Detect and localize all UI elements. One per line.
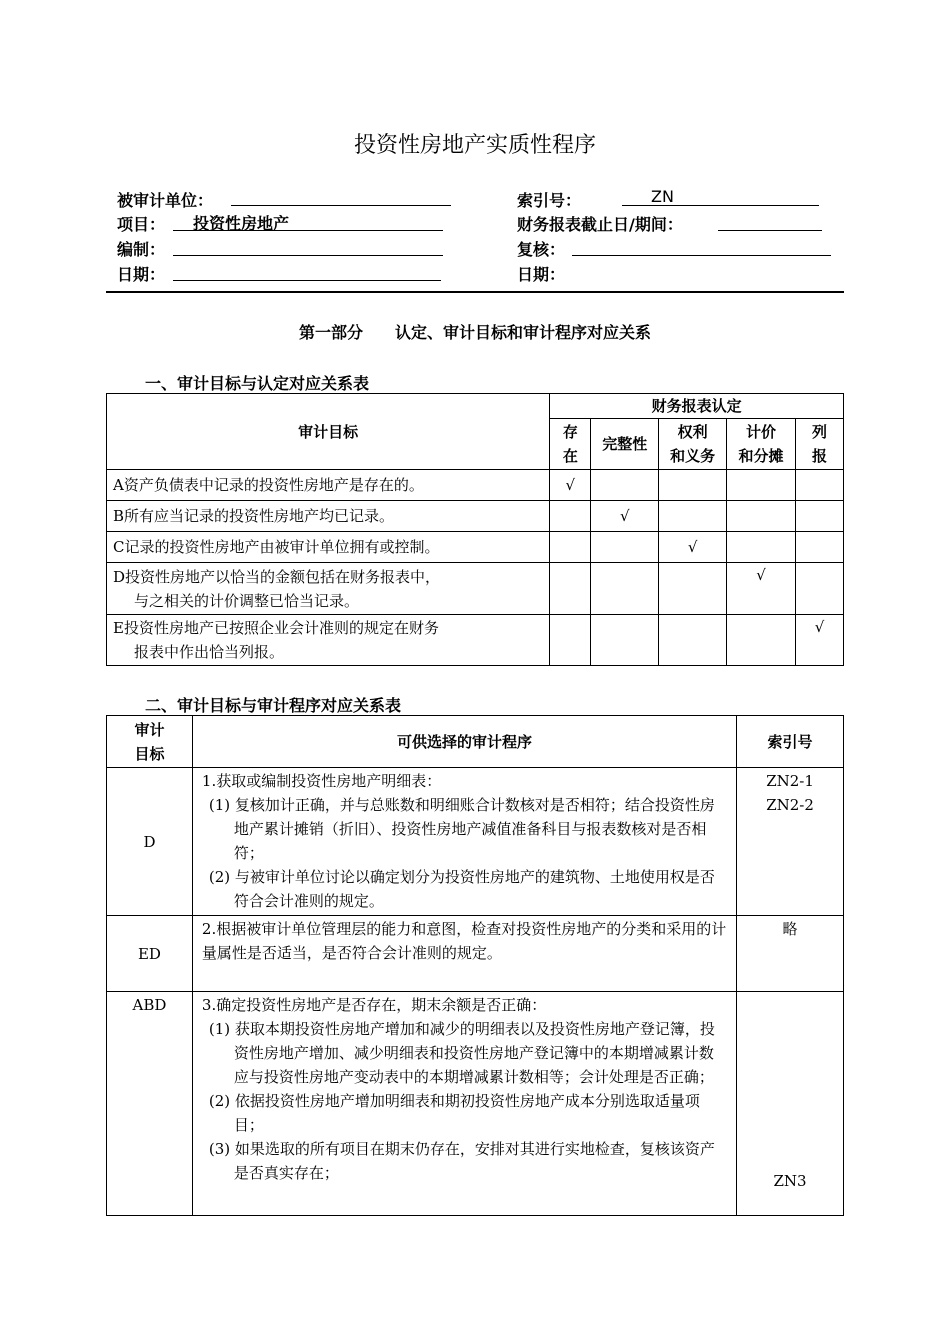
assertion-valuation: 计价 和分摊 — [727, 419, 796, 470]
auditee-field[interactable] — [231, 205, 451, 206]
date1-label: 日期： — [117, 265, 166, 284]
table-row — [107, 470, 844, 501]
objective-c: C记录的投资性房地产由被审计单位拥有或控制。 — [107, 532, 550, 563]
check-cell: √ — [591, 501, 659, 532]
period-field[interactable] — [718, 230, 822, 231]
index-col-header: 索引号 — [737, 716, 844, 768]
reviewed-label: 复核： — [517, 240, 566, 259]
document-title: 投资性房地产实质性程序 — [353, 133, 596, 158]
index-value: ZN — [651, 187, 674, 206]
row-objective: ABD — [107, 992, 193, 1216]
row-objective: D — [107, 768, 193, 916]
objective-header: 审计目标 — [107, 394, 550, 470]
part1-title: 第一部分 认定、审计目标和审计程序对应关系 — [298, 323, 651, 342]
check-cell: √ — [550, 470, 591, 501]
row-objective: ED — [107, 916, 193, 992]
check-cell: √ — [727, 563, 796, 615]
assertion-presentation: 列 报 — [796, 419, 844, 470]
assertion-completeness: 完整性 — [591, 419, 659, 470]
section2-title: 二、审计目标与审计程序对应关系表 — [145, 696, 402, 715]
objective-col-header: 审计 目标 — [107, 716, 193, 768]
objective-a: A资产负债表中记录的投资性房地产是存在的。 — [107, 470, 550, 501]
row-procedure: 1.获取或编制投资性房地产明细表： (1) 复核加计正确，并与总账数和明细账合计数核对是否相符；结合投资性房地产累计摊销（折旧）、投资性房地产减值准备科目与报表数核对是否相符； (2) 与被审计单位讨论以确定划分为投资性房地产的建筑物、土地使用权是否符合会计准则的规定。 — [192, 768, 736, 916]
section1-title: 一、审计目标与认定对应关系表 — [145, 374, 370, 393]
objective-b: B所有应当记录的投资性房地产均已记录。 — [107, 501, 550, 532]
procedure-table — [106, 715, 844, 1216]
table-row — [107, 501, 844, 532]
row-procedure: 3.确定投资性房地产是否存在，期末余额是否正确： (1) 获取本期投资性房地产增加和减少的明细表以及投资性房地产登记簿，投资性房地产增加、减少明细表和投资性房地产登记簿中的本期增减累计数应与投资性房地产变动表中的本期增减累计数相等；会计处理是否正确； (2) 依据投资性房地产增加明细表和期初投资性房地产成本分别选取适量项目； (3) 如果选取的所有项目在期末仍存在，安排对其进行实地检查，复核该资产是否真实存在； — [192, 992, 736, 1216]
project-label: 项目： — [117, 215, 166, 234]
prepared-field[interactable] — [173, 255, 443, 256]
period-label: 财务报表截止日/期间： — [517, 215, 683, 234]
table-row — [107, 768, 844, 916]
index-label: 索引号： — [517, 191, 582, 210]
check-cell: √ — [796, 615, 844, 666]
assertions-header: 财务报表认定 — [550, 394, 844, 419]
procedure-col-header: 可供选择的审计程序 — [192, 716, 736, 768]
objective-d: D投资性房地产以恰当的金额包括在财务报表中， 与之相关的计价调整已恰当记录。 — [107, 563, 550, 615]
row-index[interactable]: ZN2-1 ZN2-2 — [737, 768, 844, 916]
check-cell: √ — [659, 532, 727, 563]
objective-e: E投资性房地产已按照企业会计准则的规定在财务 报表中作出恰当列报。 — [107, 615, 550, 666]
row-index[interactable]: 略 — [737, 916, 844, 992]
table-row — [107, 532, 844, 563]
assertion-table — [106, 393, 844, 666]
table-row — [107, 563, 844, 615]
date2-label: 日期： — [517, 265, 566, 284]
row-procedure: 2.根据被审计单位管理层的能力和意图，检查对投资性房地产的分类和采用的计量属性是否适当，是否符合会计准则的规定。 — [192, 916, 736, 992]
assertion-rights: 权利 和义务 — [659, 419, 727, 470]
project-value: 投资性房地产 — [193, 214, 290, 233]
date1-field[interactable] — [173, 280, 441, 281]
row-index[interactable]: ZN3 — [737, 992, 844, 1216]
table-row — [107, 992, 844, 1216]
assertion-existence: 存 在 — [550, 419, 591, 470]
auditee-label: 被审计单位： — [117, 191, 214, 210]
prepared-label: 编制： — [117, 240, 166, 259]
table-row — [107, 916, 844, 992]
table-row — [107, 615, 844, 666]
reviewed-field[interactable] — [572, 255, 831, 256]
header-divider — [106, 291, 844, 293]
